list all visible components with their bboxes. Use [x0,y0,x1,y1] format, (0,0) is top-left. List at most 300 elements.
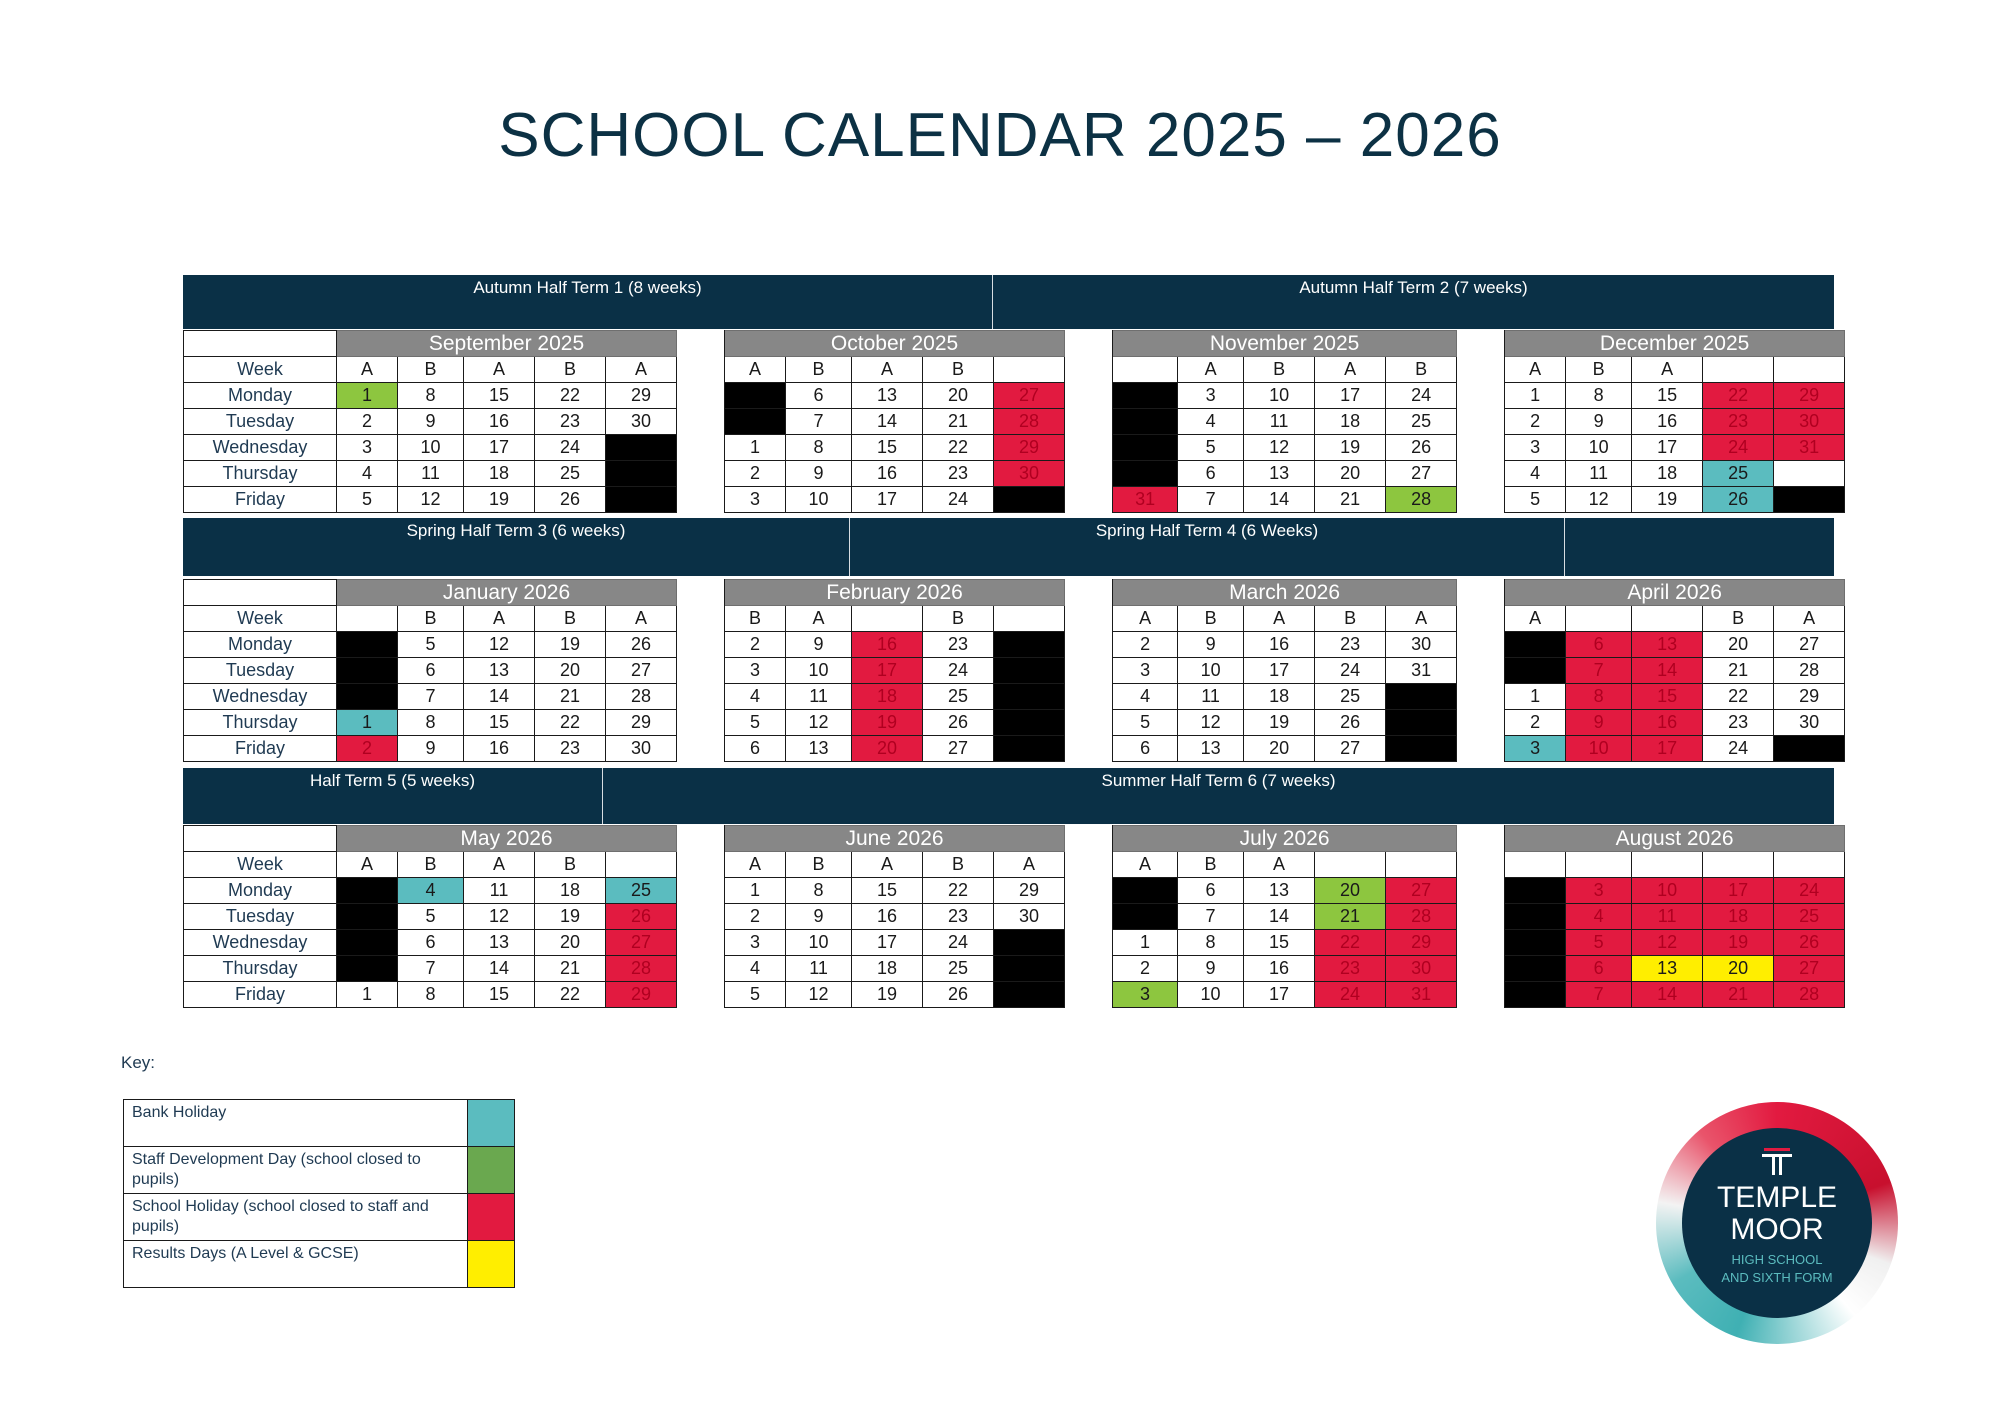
date-cell: 1 [725,878,786,904]
date-cell: 27 [1315,736,1386,762]
term-band-spring [183,518,1834,576]
date-cell [725,409,786,435]
date-cell: 28 [606,684,677,710]
date-cell: 3 [1113,658,1178,684]
date-cell: 6 [1178,878,1244,904]
week-type-cell [994,606,1065,632]
date-cell: 26 [1703,487,1774,513]
date-cell: 15 [1632,684,1703,710]
date-cell: 29 [994,435,1065,461]
date-cell: 28 [1774,658,1845,684]
date-cell: 12 [464,632,535,658]
date-cell: 20 [1315,461,1386,487]
date-cell: 28 [1774,982,1845,1008]
week-type-cell [1315,852,1386,878]
date-cell: 14 [1632,658,1703,684]
date-cell: 3 [1566,878,1632,904]
date-cell: 26 [923,982,994,1008]
key-school-holiday-text: School Holiday (school closed to staff and pupils) [124,1194,468,1241]
band-spring-empty [1565,518,1834,576]
date-cell [606,487,677,513]
date-cell: 21 [1703,982,1774,1008]
month-name: March 2026 [1113,580,1457,606]
week-type-cell: B [786,357,852,383]
date-cell: 9 [1178,956,1244,982]
week-type-cell [1632,852,1703,878]
date-cell: 30 [606,409,677,435]
key-table [123,1099,515,1288]
week-type-cell [1566,606,1632,632]
month-name: August 2026 [1505,826,1845,852]
day-row [184,435,1845,461]
week-type-cell: B [1703,606,1774,632]
date-cell: 24 [1315,658,1386,684]
date-cell: 7 [398,956,464,982]
date-cell [1113,383,1178,409]
date-cell: 17 [1244,982,1315,1008]
week-type-cell: A [852,852,923,878]
date-cell: 10 [786,487,852,513]
date-cell [1505,658,1566,684]
date-cell [725,383,786,409]
month-gap [1457,331,1505,513]
week-type-cell: A [337,852,398,878]
date-cell: 3 [1505,736,1566,762]
day-label: Tuesday [184,658,337,684]
date-cell: 6 [725,736,786,762]
month-gap [677,826,725,1008]
temple-moor-logo [1656,1102,1898,1344]
day-label: Friday [184,487,337,513]
date-cell: 3 [1113,982,1178,1008]
date-cell: 3 [725,930,786,956]
date-cell: 22 [1703,383,1774,409]
date-cell: 2 [725,461,786,487]
date-cell: 19 [535,904,606,930]
date-cell [994,736,1065,762]
week-type-cell: A [464,357,535,383]
day-row [184,904,1845,930]
date-cell: 14 [1244,904,1315,930]
date-cell: 26 [535,487,606,513]
week-type-cell: B [725,606,786,632]
week-type-cell [1632,606,1703,632]
date-cell: 25 [923,684,994,710]
date-cell: 9 [398,736,464,762]
day-label: Friday [184,982,337,1008]
day-row [184,684,1845,710]
date-cell: 11 [786,956,852,982]
date-cell: 23 [1703,409,1774,435]
date-cell: 8 [786,878,852,904]
month-header-row [184,826,1845,852]
day-label: Thursday [184,710,337,736]
logo-core [1682,1128,1872,1318]
day-label: Wednesday [184,930,337,956]
week-type-cell: A [1244,606,1315,632]
date-cell: 2 [1113,956,1178,982]
week-type-cell [994,357,1065,383]
date-cell: 22 [535,982,606,1008]
date-cell: 26 [606,632,677,658]
date-cell: 22 [923,878,994,904]
header-spacer [184,580,337,606]
date-cell: 30 [1386,956,1457,982]
date-cell: 24 [1703,736,1774,762]
date-cell: 25 [1703,461,1774,487]
header-spacer [184,826,337,852]
date-cell: 20 [923,383,994,409]
day-row [184,409,1845,435]
date-cell: 19 [1703,930,1774,956]
date-cell: 24 [923,487,994,513]
date-cell: 6 [786,383,852,409]
date-cell: 3 [1178,383,1244,409]
date-cell [994,956,1065,982]
key-bank-holiday-swatch [468,1100,515,1147]
key-school-holiday-swatch [468,1194,515,1241]
date-cell: 31 [1386,658,1457,684]
week-type-cell: A [1632,357,1703,383]
day-row [184,461,1845,487]
date-cell [1505,878,1566,904]
date-cell: 17 [852,487,923,513]
date-cell: 14 [464,684,535,710]
date-cell: 25 [1315,684,1386,710]
date-cell: 17 [1632,435,1703,461]
calendar-table-summer [183,825,1845,1008]
week-type-cell: A [337,357,398,383]
date-cell: 2 [1505,710,1566,736]
logo-line-moor: MOOR [1730,1213,1824,1246]
band-summer-5: Half Term 5 (5 weeks) [183,768,603,824]
week-type-cell [1774,357,1845,383]
date-cell: 30 [1774,710,1845,736]
date-cell: 24 [1774,878,1845,904]
band-autumn-1: Autumn Half Term 1 (8 weeks) [183,275,993,329]
date-cell: 4 [1566,904,1632,930]
month-name: May 2026 [337,826,677,852]
date-cell: 28 [606,956,677,982]
date-cell: 26 [923,710,994,736]
date-cell: 18 [852,684,923,710]
date-cell: 27 [1774,632,1845,658]
date-cell: 8 [398,982,464,1008]
week-type-cell: A [1315,357,1386,383]
date-cell: 12 [1244,435,1315,461]
week-type-cell: A [725,357,786,383]
date-cell: 29 [606,383,677,409]
week-row [184,852,1845,878]
date-cell: 27 [1774,956,1845,982]
date-cell [1774,461,1845,487]
date-cell: 18 [852,956,923,982]
date-cell [1113,409,1178,435]
date-cell: 12 [464,904,535,930]
date-cell: 4 [1113,684,1178,710]
week-type-cell [1774,852,1845,878]
date-cell: 21 [1315,904,1386,930]
month-name: September 2025 [337,331,677,357]
date-cell: 14 [1244,487,1315,513]
week-type-cell: A [725,852,786,878]
date-cell [606,435,677,461]
date-cell: 10 [1178,658,1244,684]
date-cell: 7 [1566,982,1632,1008]
date-cell: 16 [1632,409,1703,435]
date-cell: 22 [1703,684,1774,710]
date-cell [337,632,398,658]
date-cell: 22 [535,710,606,736]
month-name: November 2025 [1113,331,1457,357]
date-cell: 10 [1244,383,1315,409]
date-cell: 17 [852,930,923,956]
day-row [184,383,1845,409]
date-cell: 17 [1315,383,1386,409]
date-cell: 22 [535,383,606,409]
key-staff-day-text: Staff Development Day (school closed to pupils) [124,1147,468,1194]
week-type-cell: B [923,852,994,878]
date-cell: 1 [1113,930,1178,956]
date-cell [994,982,1065,1008]
day-row [184,982,1845,1008]
date-cell: 3 [725,487,786,513]
date-cell: 4 [1178,409,1244,435]
week-type-cell [1703,852,1774,878]
week-type-cell: A [1113,606,1178,632]
date-cell: 27 [1386,878,1457,904]
date-cell: 5 [1178,435,1244,461]
date-cell: 2 [337,409,398,435]
month-gap [677,580,725,762]
date-cell: 20 [1315,878,1386,904]
date-cell: 13 [1178,736,1244,762]
date-cell: 9 [786,461,852,487]
date-cell [994,684,1065,710]
week-row [184,357,1845,383]
date-cell: 10 [1566,736,1632,762]
week-type-cell: A [606,606,677,632]
date-cell: 12 [1178,710,1244,736]
date-cell [1505,930,1566,956]
date-cell [994,710,1065,736]
date-cell: 26 [1315,710,1386,736]
date-cell: 10 [786,658,852,684]
date-cell: 8 [1178,930,1244,956]
week-label: Week [184,357,337,383]
date-cell: 14 [1632,982,1703,1008]
week-type-cell: B [398,852,464,878]
term-band-summer [183,768,1834,824]
week-type-cell: B [398,606,464,632]
day-label: Tuesday [184,904,337,930]
week-type-cell: A [1113,852,1178,878]
date-cell: 8 [1566,383,1632,409]
header-spacer [184,331,337,357]
date-cell: 9 [786,632,852,658]
date-cell: 21 [535,956,606,982]
date-cell: 31 [1774,435,1845,461]
week-type-cell: A [994,852,1065,878]
date-cell: 20 [1703,632,1774,658]
key-staff-day-swatch [468,1147,515,1194]
day-row [184,710,1845,736]
key-results-days-text: Results Days (A Level & GCSE) [124,1241,468,1288]
date-cell: 18 [1703,904,1774,930]
month-gap [1065,580,1113,762]
week-type-cell: A [1386,606,1457,632]
date-cell [994,632,1065,658]
week-type-cell [1566,852,1632,878]
date-cell: 21 [923,409,994,435]
week-type-cell [606,852,677,878]
date-cell: 18 [1632,461,1703,487]
date-cell: 29 [606,710,677,736]
week-type-cell [852,606,923,632]
day-row [184,487,1845,513]
week-type-cell [1703,357,1774,383]
date-cell: 12 [786,982,852,1008]
date-cell [337,878,398,904]
date-cell: 15 [1632,383,1703,409]
date-cell: 10 [1566,435,1632,461]
date-cell: 15 [464,982,535,1008]
date-cell: 23 [923,904,994,930]
date-cell: 17 [1632,736,1703,762]
day-label: Thursday [184,956,337,982]
date-cell [1113,435,1178,461]
band-spring-3: Spring Half Term 3 (6 weeks) [183,518,850,576]
week-type-cell [1386,852,1457,878]
date-cell: 14 [852,409,923,435]
week-type-cell: A [1774,606,1845,632]
calendar-table-spring [183,579,1845,762]
date-cell: 3 [725,658,786,684]
day-label: Thursday [184,461,337,487]
date-cell: 19 [1632,487,1703,513]
date-cell: 3 [337,435,398,461]
date-cell: 30 [994,461,1065,487]
date-cell: 23 [1703,710,1774,736]
date-cell: 23 [535,409,606,435]
date-cell [1386,710,1457,736]
date-cell: 20 [535,658,606,684]
date-cell: 18 [1244,684,1315,710]
month-header-row [184,331,1845,357]
page-title: SCHOOL CALENDAR 2025 – 2026 [498,101,1502,170]
week-type-cell: B [1178,606,1244,632]
date-cell: 12 [1632,930,1703,956]
day-row [184,632,1845,658]
date-cell: 21 [1315,487,1386,513]
date-cell: 30 [994,904,1065,930]
date-cell: 17 [1703,878,1774,904]
week-type-cell: B [535,852,606,878]
date-cell: 26 [1774,930,1845,956]
week-type-cell: B [923,606,994,632]
week-type-cell: A [1244,852,1315,878]
date-cell: 9 [1566,710,1632,736]
month-name: January 2026 [337,580,677,606]
date-cell: 27 [923,736,994,762]
week-type-cell: A [1505,357,1566,383]
calendar-table-autumn [183,330,1845,513]
month-gap [1065,331,1113,513]
logo-t-mark-icon [1760,1146,1794,1176]
date-cell: 19 [464,487,535,513]
date-cell: 16 [852,461,923,487]
term-band-autumn [183,275,1834,329]
date-cell: 11 [1566,461,1632,487]
date-cell [1505,956,1566,982]
date-cell: 3 [1505,435,1566,461]
date-cell: 13 [1632,632,1703,658]
key-label: Key: [121,1053,156,1072]
week-type-cell: B [1386,357,1457,383]
date-cell: 23 [923,632,994,658]
week-type-cell: B [398,357,464,383]
date-cell: 25 [606,878,677,904]
date-cell: 12 [1566,487,1632,513]
date-cell: 27 [1386,461,1457,487]
date-cell: 11 [398,461,464,487]
date-cell: 15 [1244,930,1315,956]
date-cell: 2 [1505,409,1566,435]
band-autumn-2: Autumn Half Term 2 (7 weeks) [1299,278,1528,297]
week-type-cell: A [1505,606,1566,632]
band-spring-4: Spring Half Term 4 (6 Weeks) [850,518,1565,576]
date-cell: 27 [606,658,677,684]
date-cell: 2 [725,904,786,930]
month-name: February 2026 [725,580,1065,606]
date-cell: 6 [398,658,464,684]
date-cell: 22 [1315,930,1386,956]
week-type-cell: B [535,357,606,383]
date-cell [994,658,1065,684]
date-cell: 31 [1113,487,1178,513]
date-cell: 30 [1386,632,1457,658]
date-cell: 24 [535,435,606,461]
date-cell: 24 [923,658,994,684]
date-cell: 4 [725,684,786,710]
date-cell: 6 [1566,956,1632,982]
date-cell: 26 [1386,435,1457,461]
date-cell: 11 [464,878,535,904]
date-cell: 29 [1774,383,1845,409]
date-cell [1113,904,1178,930]
day-label: Monday [184,383,337,409]
date-cell [337,684,398,710]
date-cell [606,461,677,487]
date-cell: 5 [337,487,398,513]
date-cell: 5 [1566,930,1632,956]
date-cell: 8 [398,383,464,409]
week-type-cell: B [1566,357,1632,383]
date-cell: 16 [852,904,923,930]
date-cell [1505,982,1566,1008]
date-cell: 13 [464,930,535,956]
date-cell: 19 [852,982,923,1008]
month-name: June 2026 [725,826,1065,852]
date-cell: 27 [606,930,677,956]
date-cell: 10 [398,435,464,461]
logo-line-temple: TEMPLE [1716,1181,1838,1214]
date-cell [1386,736,1457,762]
date-cell: 21 [1703,658,1774,684]
week-type-cell [1113,357,1178,383]
date-cell: 23 [1315,956,1386,982]
date-cell: 2 [337,736,398,762]
